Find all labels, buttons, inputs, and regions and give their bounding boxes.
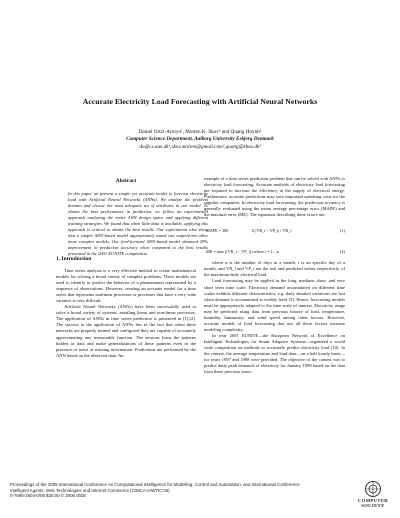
- author-names: Daniel Ortiz-Arroyo¹, Morten K. Skov² and Quang Huynh³: [138, 129, 262, 135]
- logo-line-1: COMPUTER: [358, 498, 388, 503]
- equation-1-lhs: MAPE = 100: [206, 228, 229, 234]
- equation-1-number: (1): [340, 228, 345, 234]
- equation-2: [204, 248, 345, 258]
- abstract-heading: Abstract: [115, 178, 137, 184]
- footer-line-3: 0-7695-2504-0/05 $20.00 © 2005 IEEE: [10, 493, 87, 499]
- right-paragraph-2: where n is the number of days in a month, i is an specific day of a month, and VR_i and VP_i are the real and predicted values respectively, of the maximum daily electrical load.: [204, 260, 345, 278]
- proceedings-footer: [10, 482, 340, 499]
- society-emblem-icon: [364, 480, 382, 498]
- footer-line-2: Intelligent Agents, Web Technologies and Internet Commerce (CIMCA-IAWTIC'05): [10, 487, 170, 493]
- equation-1-sum: Σ |VR_i − VP_i| / VR_i: [252, 228, 292, 234]
- intro-column: [56, 268, 196, 359]
- intro-paragraph-1: Time series analysis is a very effective method to create mathematical models for solving a broad variety of complex problems. These models are used to identify or predict the behavior of a phenomenon represented by a sequence of observations. However, creating an accurate model for a time series that represents nonlinear processes or processes that have a very wide variance is very difficult.: [56, 268, 196, 304]
- abstract-text: In this paper we present a simple yet accurate model to forecast electricity load with Artificial Neural Networks (ANNs). We analyze the problem domain and choose the most adequate set of attributes in our model. To obtain the best performance in prediction, we follow an experimental approach analyzing the entire ANN design space and applying different training strategies. We found that when little data is available, applying this approach is critical to obtain the best results. Our experiments also show that a simple ANN-based model appropriately tuned can outperform other more complex models. Our feed-forward ANN-based model obtained 29% improvement in prediction accuracy when compared to the best results presented in the 2001 EUNITE competition.: [68, 191, 208, 257]
- logo-line-2: SOCIETY: [361, 503, 385, 508]
- equation-2-number: (2): [340, 249, 345, 255]
- footer-line-1: Proceedings of the 2005 International Conference on Computational Intelligence for Modelling, Control and Automation, and International Conference: [10, 482, 300, 487]
- equation-1: [204, 220, 345, 246]
- right-column: [204, 176, 345, 375]
- computer-society-logo: [353, 480, 393, 514]
- right-paragraph-4: In year 2001 EUNITE—the European Network of Excellence on Intelligent Technologies for Smart Adaptive Systems—organized a world wide competition on methods to accurately predict electricity load [10]. In the contest, the average temperature and load data—on a half hourly basis—for years 1997 and 1998 were provided. The objective of the contest was to predict daily peak demands of electricity for January 1999 based on the data from these previous years.: [204, 332, 345, 375]
- paper-title: Accurate Electricity Load Forecasting with Artificial Neural Networks: [82, 97, 318, 106]
- author-emails: do@cs.aue.dk¹,skov.morten@gmail.com²,quang@khas.dk³: [139, 143, 261, 150]
- author-affiliation: Computer Science Department, Aalborg University Esbjerg Denmark: [126, 136, 274, 143]
- equation-2-body: ME = max ((VR_i − VP_i)) where i = 1,..,n: [206, 249, 279, 255]
- right-paragraph-3: Load forecasting may be applied in the long, medium, short, and very short term time scale. Electricity demand accumulated on different time scales exhibits different characteristics, e.g. daily detailed variations are lost when demand is accumulated at weekly level [3]. Hence, forecasting models must be appropriately adapted to the time scale of interest. Electricity usage may be predicted using data from previous history of load, temperature, humidity, luminosity, and wind speed among other factors. However, accurate models of load forecasting that use all these factors increase modeling complexity.: [204, 278, 345, 332]
- intro-paragraph-2: Artificial Neural Networks (ANNs) have been successfully used to solve a broad variety of systems, entailing linear and non-linear processes. The application of ANNs in time series prediction is presented in [1],[2]. The success in the application of ANNs lies in the fact that when these networks are properly trained and configured they are capable of accurately approximating any measurable function. The neurons learn the patterns hidden in data and make generalizations of these patterns even in the presence of noise or missing information. Predictions are performed by the ANN based on the observed data. An: [56, 304, 196, 358]
- intro-heading: 1. Introduction: [56, 256, 92, 262]
- right-paragraph-1: example of a time series prediction problem that can be solved with ANNs is electricity load forecasting. Accurate methods of electricity load forecasting are required to increase the efficiency in the supply of electrical energy. Furthermore, accurate predictions may save important operating costs for the supplier companies. In electricity load forecasting, the prediction accuracy is generally evaluated using the mean average percentage error (MAPE) and the maximal error (ME). The equations describing these errors are:: [204, 176, 345, 218]
- author-block: [20, 129, 380, 151]
